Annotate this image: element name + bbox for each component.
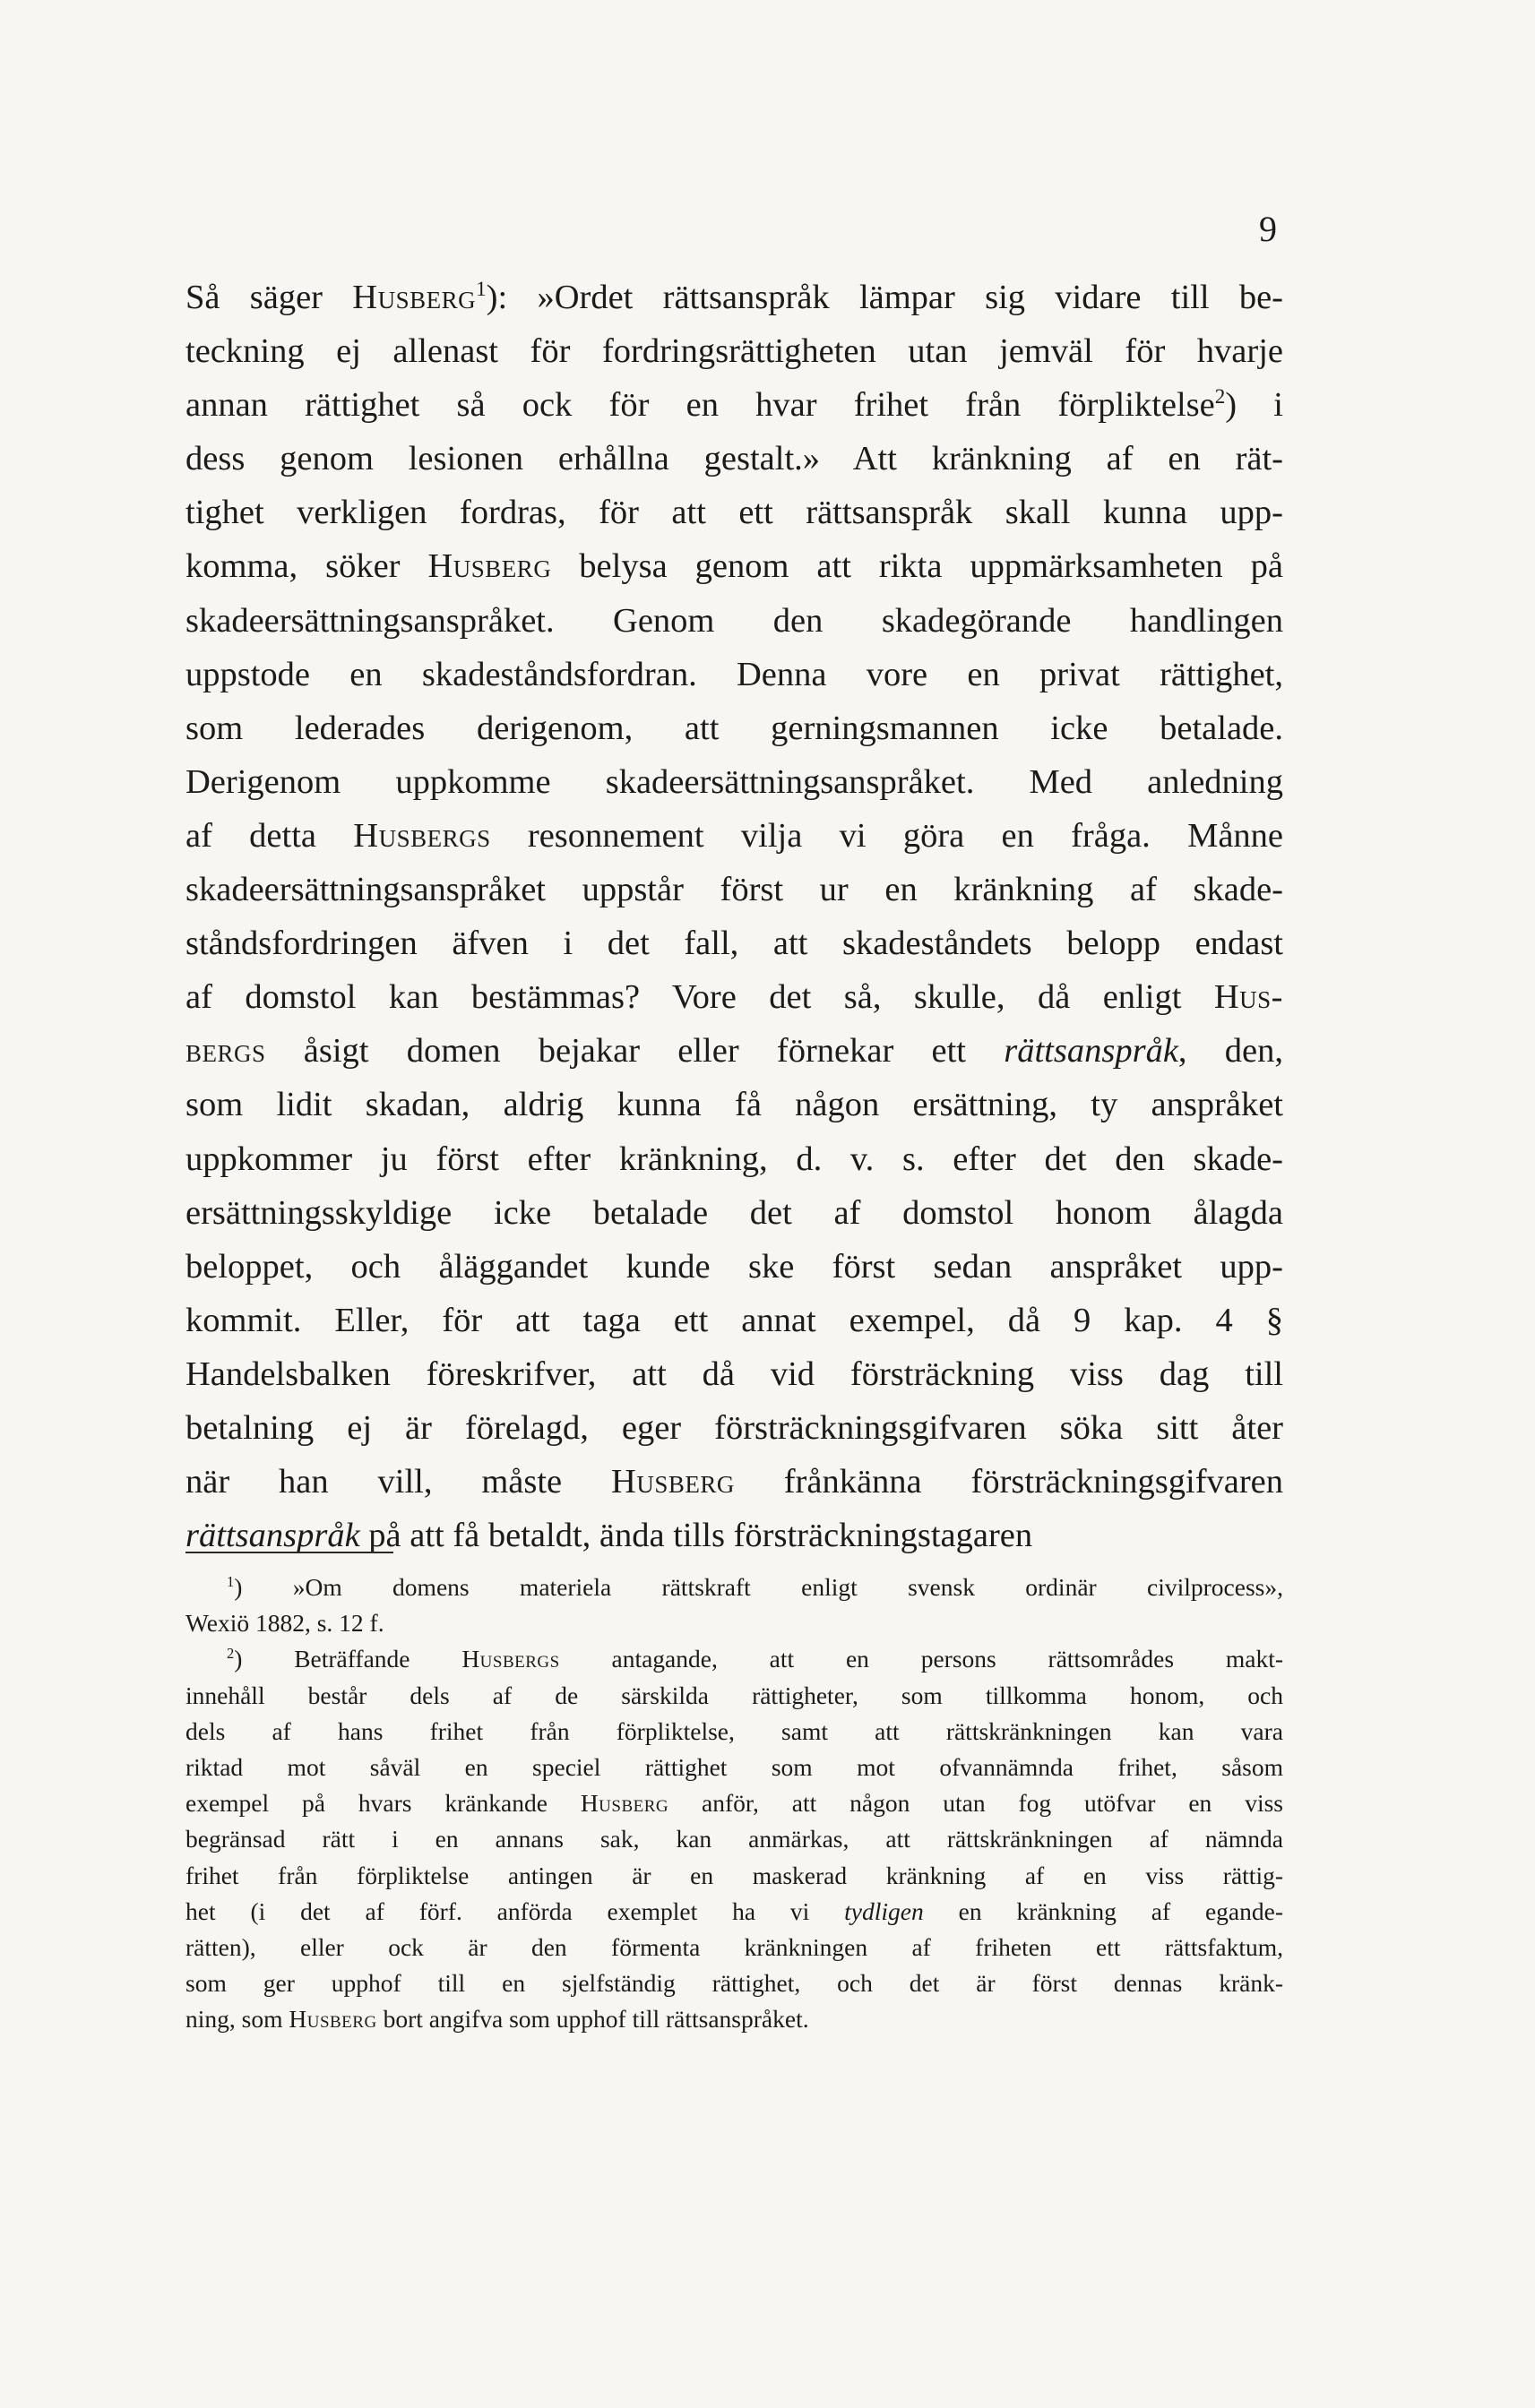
footnote-line [185,1605,1283,1641]
text-line [185,1294,1283,1347]
footnote-line-segment: frihet från förpliktelse antingen är en maskerad kränkning af en viss rättig- [185,1861,1283,1889]
text-line-segment: Derigenom uppkomme skadeersättningsanspråket. Med anledning [185,762,1283,801]
text-line [185,1509,1283,1562]
text-line-segment: uppstode en skadeståndsfordran. Denna vore en privat rättighet, [185,655,1283,693]
footnote-line [185,1714,1283,1750]
text-line-segment: tighet verkligen fordras, för att ett rättsanspråk skall kunna upp- [185,494,1283,532]
text-line [185,863,1283,916]
text-line [185,1240,1283,1294]
text-line-segment: bergs [185,1032,266,1071]
text-line-segment: 2 [1214,384,1226,408]
text-line-segment: annan rättighet så ock för en hvar frihet från förpliktelse [185,386,1215,425]
footnote-line [185,1678,1283,1714]
text-line-segment: kommit. Eller, för att taga ett annat exempel, då 9 kap. 4 § [185,1301,1283,1339]
footnote-line-segment: Wexiö 1882, s. 12 f. [185,1609,384,1638]
text-line-segment: dess genom lesionen erhållna gestalt.» Att kränkning af en rät- [185,440,1283,478]
footnote-line-segment: ning, som [185,2005,289,2034]
footnote-line-segment: 2 [227,1645,235,1663]
text-line [185,970,1283,1024]
footnote-line-segment: begränsad rätt i en annans sak, kan anmärkas, att rättskränkningen af nämnda [185,1825,1283,1853]
text-line-segment: Husberg [352,279,477,316]
text-line-segment: frånkänna försträckningsgifvaren [734,1463,1284,1501]
text-line-segment: beloppet, och åläggandet kunde ske först sedan anspråket upp- [185,1247,1283,1286]
footnote-line-segment: dels af hans frihet från förpliktelse, samt att rättskränkningen kan vara [185,1716,1283,1745]
text-line-segment: som lederades derigenom, att gerningsmannen icke betalade. [185,709,1283,747]
footnote-line [185,1858,1283,1894]
text-line-segment: rättsanspråk [185,1517,360,1555]
text-line [185,486,1283,539]
footnote-line [185,1965,1283,2001]
text-line-segment: Husberg [427,547,552,586]
text-line [185,594,1283,648]
footnotes [185,1570,1283,2038]
text-line-segment: rättsanspråk [1004,1032,1178,1071]
text-line-segment: 1 [476,277,487,301]
text-line [185,1132,1283,1186]
footnote-line [185,1821,1283,1857]
text-line [185,701,1283,755]
text-line-segment: som lidit skadan, aldrig kunna få någon ersättning, ty anspråket [185,1086,1283,1124]
text-line-segment: betalning ej är förelagd, eger försträckningsgifvaren söka sitt åter [185,1408,1283,1447]
text-line-segment: uppkommer ju först efter kränkning, d. v. s. efter det den skade- [185,1140,1283,1178]
footnote-line [185,1785,1283,1821]
footnote-line-segment: 1 [227,1572,235,1590]
text-line [185,755,1283,809]
footnote-line-segment: het (i det af förf. anförda exemplet ha vi [185,1896,845,1925]
footnote-line-segment: som ger upphof till en sjelfständig rättighet, och det är först dennas kränk- [185,1969,1283,1998]
text-line-segment: Hus- [1213,978,1283,1017]
footnote-line [185,2001,1283,2037]
text-line-segment: Husbergs [353,816,491,855]
text-line [185,378,1283,432]
text-line-segment: af detta [185,816,354,855]
text-line-segment: teckning ej allenast för fordringsrättigheten utan jemväl för hvarje [185,332,1283,371]
text-line-segment: åsigt domen bejakar eller förnekar ett [265,1032,1005,1071]
text-line [185,1347,1283,1401]
text-line-segment: på att få betaldt, ända tills försträckningstagaren [359,1517,1033,1555]
page-number: 9 [1259,209,1277,249]
footnote-line-segment: rätten), eller ock är den förmenta kränkningen af friheten ett rättsfaktum, [185,1933,1283,1962]
text-line-segment: när han vill, måste [185,1463,612,1501]
text-line-segment: af domstol kan bestämmas? Vore det så, skulle, då enligt [185,978,1214,1017]
text-line-segment: belysa genom att rikta uppmärksamheten på [551,547,1283,586]
footnote-line-segment: antagande, att en persons rättsområdes makt- [559,1645,1283,1673]
text-line-segment: skadeersättningsanspråket uppstår först ur en kränkning af skade- [185,871,1283,909]
footnote-line-segment: ) Beträffande [234,1645,462,1673]
text-line-segment: skadeersättningsanspråket. Genom den skadegörande handlingen [185,601,1283,640]
footnote-line-segment: exempel på hvars kränkande [185,1789,581,1818]
main-text [185,271,1283,1562]
text-line-segment: resonnement vilja vi göra en fråga. Månne [490,816,1283,855]
text-line-segment: Handelsbalken föreskrifver, att då vid försträckning viss dag till [185,1354,1283,1393]
footnote-rule [185,1552,393,1553]
footnote-line-segment: tydligen [844,1896,924,1925]
footnote-line-segment: ) »Om domens materiela rättskraft enligt svensk ordinär civilprocess», [234,1573,1283,1601]
text-line [185,271,1283,324]
footnote-line [185,1930,1283,1965]
footnote-line-segment: Husbergs [461,1645,560,1673]
text-line-segment: ståndsfordringen äfven i det fall, att skadeståndets belopp endast [185,924,1283,963]
text-line [185,432,1283,486]
text-line [185,324,1283,378]
footnote-line [185,1894,1283,1930]
footnote-line-segment: anför, att någon utan fog utöfvar en viss [668,1789,1284,1818]
text-line [185,916,1283,970]
footnote-line [185,1570,1283,1605]
text-line-segment: ersättningsskyldige icke betalade det af domstol honom ålagda [185,1193,1283,1232]
footnote-line-segment: innehåll består dels af de särskilda rättigheter, som tillkomma honom, och [185,1681,1283,1709]
footnote-line [185,1641,1283,1677]
text-line [185,1186,1283,1240]
text-line [185,1078,1283,1131]
text-line-segment: ) i [1225,386,1283,425]
text-line [185,1401,1283,1455]
text-line-segment: Husberg [611,1463,735,1501]
text-line-segment: ): »Ordet rättsanspråk lämpar sig vidare till be- [486,279,1284,316]
text-line [185,648,1283,701]
footnote-line-segment: Husberg [289,2005,377,2034]
text-line-segment: komma, söker [185,547,428,586]
footnote-line [185,1750,1283,1785]
footnote-line-segment: bort angifva som upphof till rättsanspråket. [376,2005,809,2034]
text-line [185,1455,1283,1509]
text-line [185,539,1283,593]
text-line-segment: , den, [1177,1032,1283,1071]
footnote-line-segment: en kränkning af egande- [923,1896,1283,1925]
text-line [185,809,1283,863]
footnote-line-segment: Husberg [580,1789,669,1818]
text-line-segment: Så säger [185,279,353,316]
text-line [185,1024,1283,1078]
footnote-line-segment: riktad mot såväl en speciel rättighet som mot ofvannämnda frihet, såsom [185,1753,1283,1782]
